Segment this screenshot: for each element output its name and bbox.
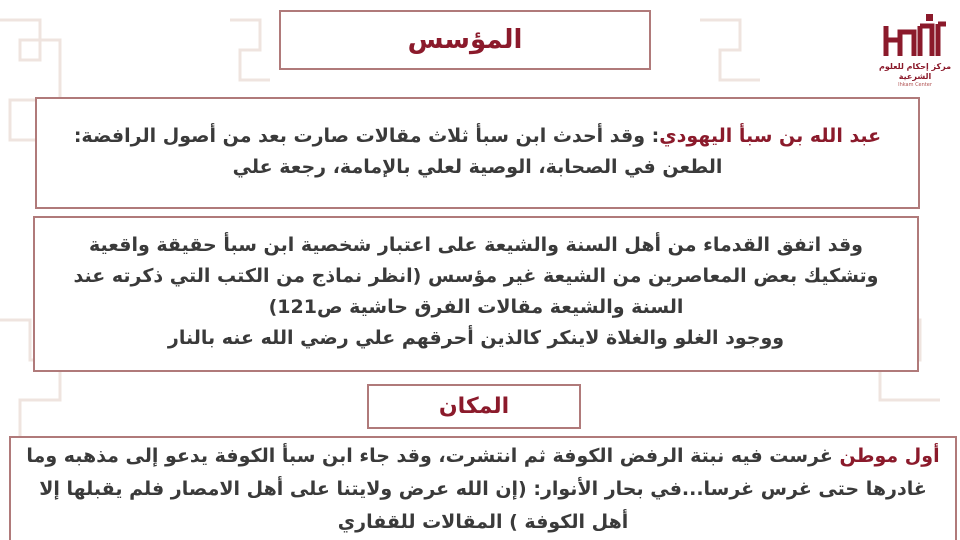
consensus-paragraph: وقد اتفق القدماء من أهل السنة والشيعة على اعتبار شخصية ابن سبأ حقيقة واقعية وتشكيك بعض المعاصرين من الشيعة غير مؤسس (انظر نماذج من الكتب التي ذكرته عند السنة والشيعة مقالات الفرق حاشية ص121) bbox=[73, 234, 879, 318]
place-text: غرست فيه نبتة الرفض الكوفة ثم انتشرت، وقد جاء ابن سبأ الكوفة يدعو إلى مذهبه وما غادرها حتى غرس غرسا...في بحار الأنوار: (إن الله عرض ولايتنا على أهل الامصار فلم يقبلها إلا أهل الكوفة ) المقالات للقفاري bbox=[26, 445, 927, 533]
logo bbox=[876, 10, 954, 88]
founder-box bbox=[35, 97, 920, 209]
founder-name: عبد الله بن سبأ اليهودي bbox=[659, 125, 882, 147]
logo-subtitle: مركز إحكام للعلوم الشرعية bbox=[878, 62, 952, 81]
founder-text: : وقد أحدث ابن سبأ ثلاث مقالات صارت بعد من أصول الرافضة: الطعن في الصحابة، الوصية لعلي بالإمامة، رجعة علي bbox=[73, 125, 723, 178]
founder-paragraph bbox=[53, 121, 902, 183]
consensus-box bbox=[33, 216, 919, 372]
logo-tagline: Ihkam Center bbox=[898, 82, 932, 88]
place-title-box bbox=[367, 384, 581, 429]
place-highlight: أول موطن bbox=[839, 445, 940, 467]
place-box bbox=[9, 436, 957, 540]
page-title: المؤسس bbox=[407, 25, 523, 55]
place-paragraph bbox=[21, 440, 945, 539]
title-box bbox=[279, 10, 651, 70]
section-title: المكان bbox=[438, 394, 510, 419]
extremism-paragraph: ووجود الغلو والغلاة لاينكر كالذين أحرقهم علي رضي الله عنه بالنار bbox=[167, 327, 785, 349]
logo-icon bbox=[880, 10, 950, 60]
